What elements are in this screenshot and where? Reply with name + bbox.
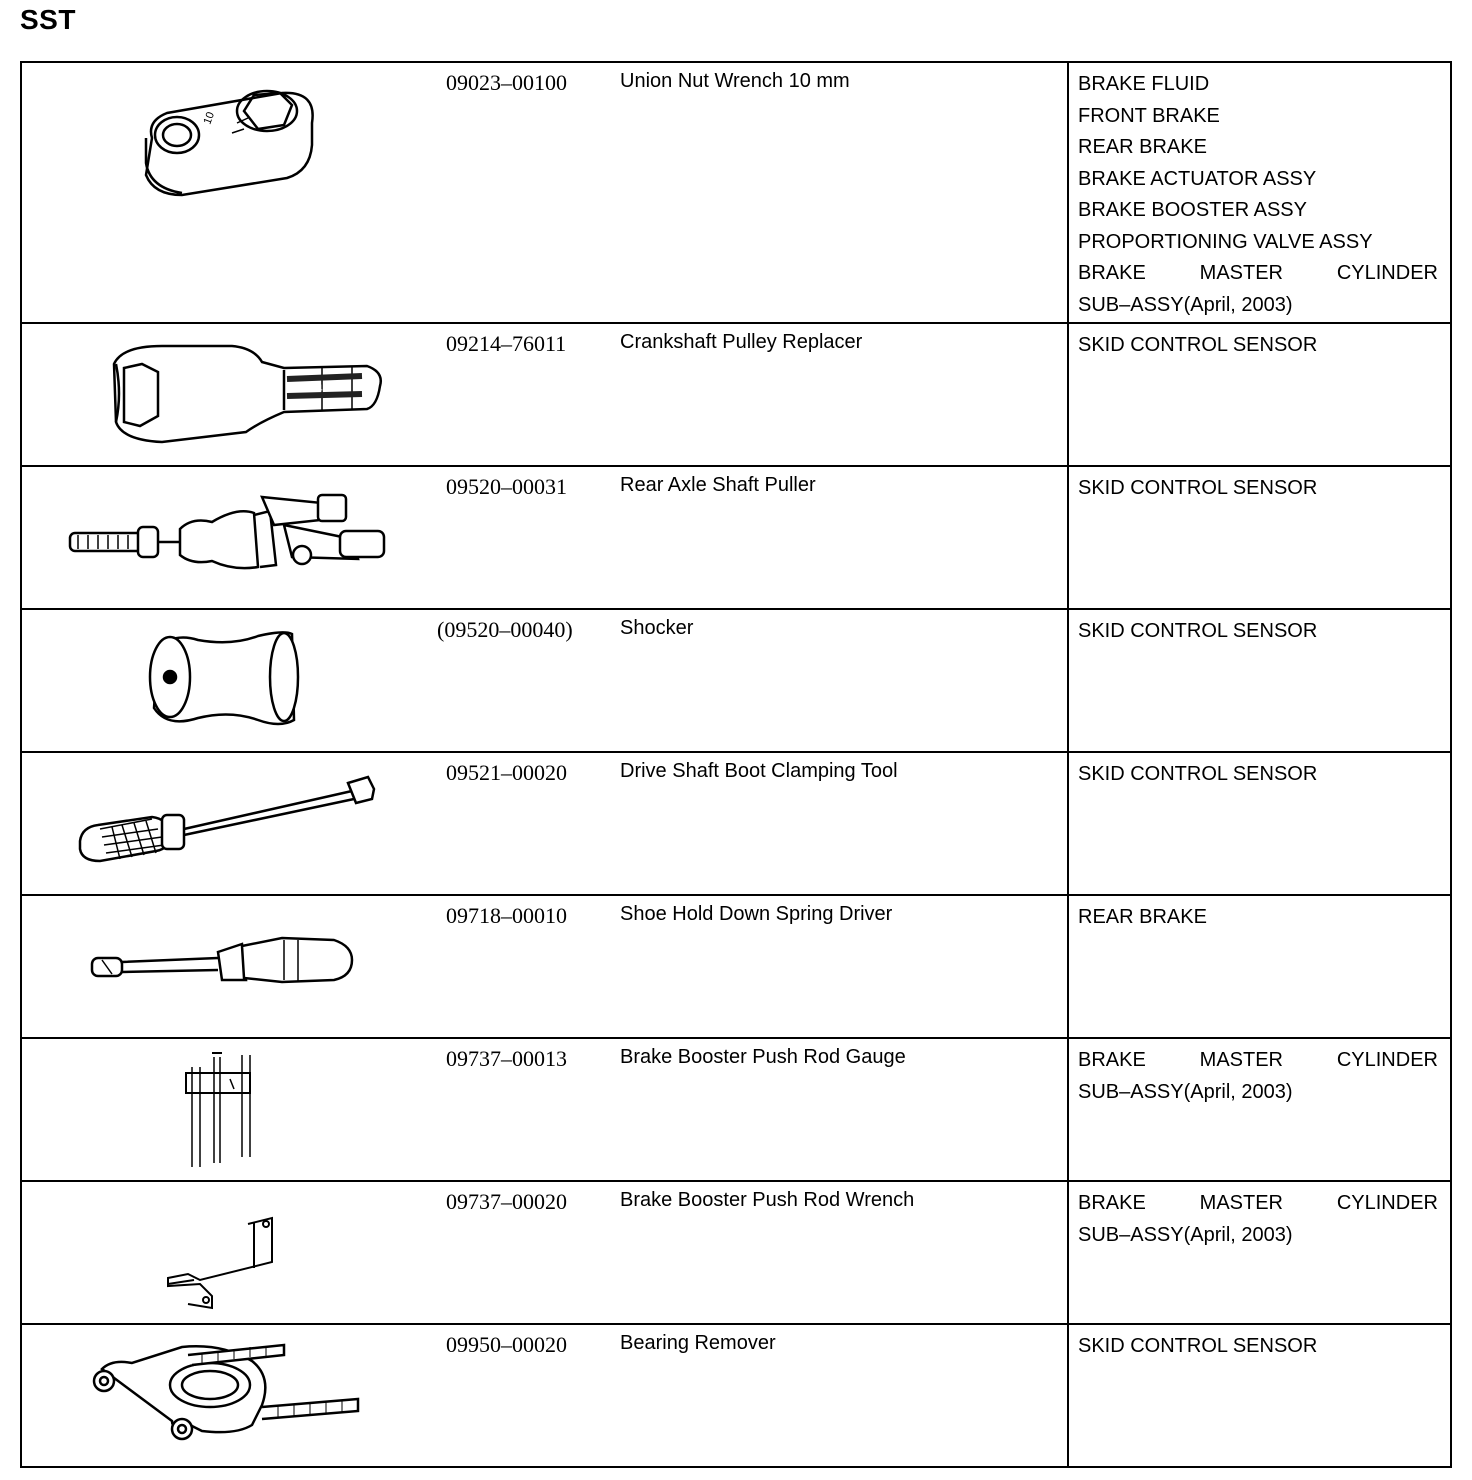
- illustration-cell: [21, 323, 422, 466]
- part-number: 09521–00020: [446, 760, 567, 785]
- illustration-cell: [21, 1324, 422, 1467]
- boot-clamping-tool-icon: [22, 753, 422, 894]
- illustration-cell: [21, 1038, 422, 1181]
- shocker-icon: [22, 610, 422, 751]
- usage-item: SKID CONTROL SENSOR: [1078, 1335, 1318, 1357]
- sst-table: [20, 61, 1452, 1468]
- part-number: 09023–00100: [446, 70, 567, 95]
- usage-item: [1078, 258, 1438, 290]
- tool-name: Brake Booster Push Rod Wrench: [620, 1189, 915, 1211]
- tool-name: Rear Axle Shaft Puller: [620, 474, 816, 496]
- tool-name: Union Nut Wrench 10 mm: [620, 70, 850, 92]
- union-nut-wrench-icon: [22, 63, 422, 322]
- usage-word: BRAKE: [1078, 262, 1146, 284]
- page-title: SST: [20, 4, 76, 35]
- part-number-cell: [422, 752, 612, 895]
- usage-item: BRAKE FLUID: [1078, 73, 1210, 95]
- usage-item: FRONT BRAKE: [1078, 104, 1220, 127]
- tool-name-cell: [612, 609, 1068, 752]
- illustration-cell: [21, 466, 422, 609]
- tool-name: Brake Booster Push Rod Gauge: [620, 1046, 906, 1068]
- table-row: [21, 1181, 1451, 1324]
- part-number-cell: [422, 62, 612, 323]
- table-row: [21, 1324, 1451, 1467]
- tool-name-cell: [612, 895, 1068, 1038]
- usage-cell: [1068, 62, 1451, 323]
- usage-word: MASTER: [1199, 1049, 1283, 1071]
- replacer-marking: 09214-: [292, 383, 327, 395]
- usage-item: SUB–ASSY(April, 2003): [1078, 1223, 1293, 1246]
- usage-item: [1078, 1045, 1438, 1077]
- usage-cell: [1068, 895, 1451, 1038]
- crankshaft-pulley-replacer-icon: [22, 324, 422, 465]
- usage-cell: [1068, 752, 1451, 895]
- usage-word: CYLINDER: [1336, 1192, 1438, 1214]
- table-row: [21, 609, 1451, 752]
- tool-name-cell: [612, 466, 1068, 609]
- table-row: [21, 323, 1451, 466]
- illustration-cell: [21, 752, 422, 895]
- tool-name-cell: [612, 323, 1068, 466]
- usage-word: CYLINDER: [1336, 1049, 1438, 1071]
- usage-cell: [1068, 1038, 1451, 1181]
- usage-item: SKID CONTROL SENSOR: [1078, 763, 1318, 785]
- table-row: [21, 752, 1451, 895]
- usage-cell: [1068, 1324, 1451, 1467]
- usage-item: SKID CONTROL SENSOR: [1078, 334, 1318, 356]
- part-number: 09950–00020: [446, 1332, 567, 1357]
- usage-cell: [1068, 323, 1451, 466]
- usage-word: MASTER: [1199, 262, 1283, 284]
- spring-driver-icon: [22, 896, 422, 1037]
- table-row: [21, 62, 1451, 323]
- usage-word: MASTER: [1199, 1192, 1283, 1214]
- part-number-cell: [422, 1038, 612, 1181]
- usage-item: REAR BRAKE: [1078, 906, 1207, 928]
- usage-item: SUB–ASSY(April, 2003): [1078, 293, 1293, 316]
- usage-cell: [1068, 1181, 1451, 1324]
- usage-cell: [1068, 609, 1451, 752]
- tool-name-cell: [612, 1181, 1068, 1324]
- usage-item: BRAKE ACTUATOR ASSY: [1078, 167, 1317, 190]
- part-number-cell: [422, 466, 612, 609]
- tool-name-cell: [612, 1038, 1068, 1181]
- illustration-cell: [21, 895, 422, 1038]
- part-number-cell: [422, 609, 612, 752]
- rear-axle-shaft-puller-icon: [22, 467, 422, 608]
- push-rod-wrench-icon: [22, 1182, 422, 1323]
- usage-item: SKID CONTROL SENSOR: [1078, 477, 1318, 499]
- table-row: [21, 895, 1451, 1038]
- usage-item: [1078, 1188, 1438, 1220]
- part-number-cell: [422, 1324, 612, 1467]
- push-rod-gauge-icon: [22, 1039, 422, 1180]
- tool-name-cell: [612, 62, 1068, 323]
- usage-item: BRAKE BOOSTER ASSY: [1078, 199, 1307, 221]
- usage-item: REAR BRAKE: [1078, 136, 1207, 158]
- bearing-remover-icon: [22, 1325, 422, 1466]
- tool-name: Shocker: [620, 617, 694, 639]
- usage-item: SKID CONTROL SENSOR: [1078, 620, 1318, 642]
- usage-word: CYLINDER: [1336, 262, 1438, 284]
- usage-cell: [1068, 466, 1451, 609]
- part-number-cell: [422, 323, 612, 466]
- tool-name: Shoe Hold Down Spring Driver: [620, 903, 893, 925]
- part-number: 09737–00013: [446, 1046, 567, 1071]
- illustration-cell: [21, 1181, 422, 1324]
- usage-word: BRAKE: [1078, 1049, 1146, 1071]
- tool-name: Bearing Remover: [620, 1332, 776, 1354]
- part-number: 09718–00010: [446, 903, 567, 928]
- part-number-cell: [422, 895, 612, 1038]
- table-row: [21, 1038, 1451, 1181]
- wrench-marking: 10: [201, 110, 218, 127]
- part-number-cell: [422, 1181, 612, 1324]
- usage-item: SUB–ASSY(April, 2003): [1078, 1080, 1293, 1103]
- illustration-cell: [21, 609, 422, 752]
- tool-name-cell: [612, 1324, 1068, 1467]
- usage-item: PROPORTIONING VALVE ASSY: [1078, 230, 1373, 253]
- table-row: [21, 466, 1451, 609]
- part-number: (09520–00040): [437, 617, 573, 642]
- tool-name: Crankshaft Pulley Replacer: [620, 331, 863, 353]
- tool-name: Drive Shaft Boot Clamping Tool: [620, 760, 898, 782]
- usage-word: BRAKE: [1078, 1192, 1146, 1214]
- tool-name-cell: [612, 752, 1068, 895]
- part-number: 09214–76011: [446, 331, 567, 356]
- part-number: 09737–00020: [446, 1189, 567, 1214]
- part-number: 09520–00031: [446, 474, 567, 499]
- illustration-cell: [21, 62, 422, 323]
